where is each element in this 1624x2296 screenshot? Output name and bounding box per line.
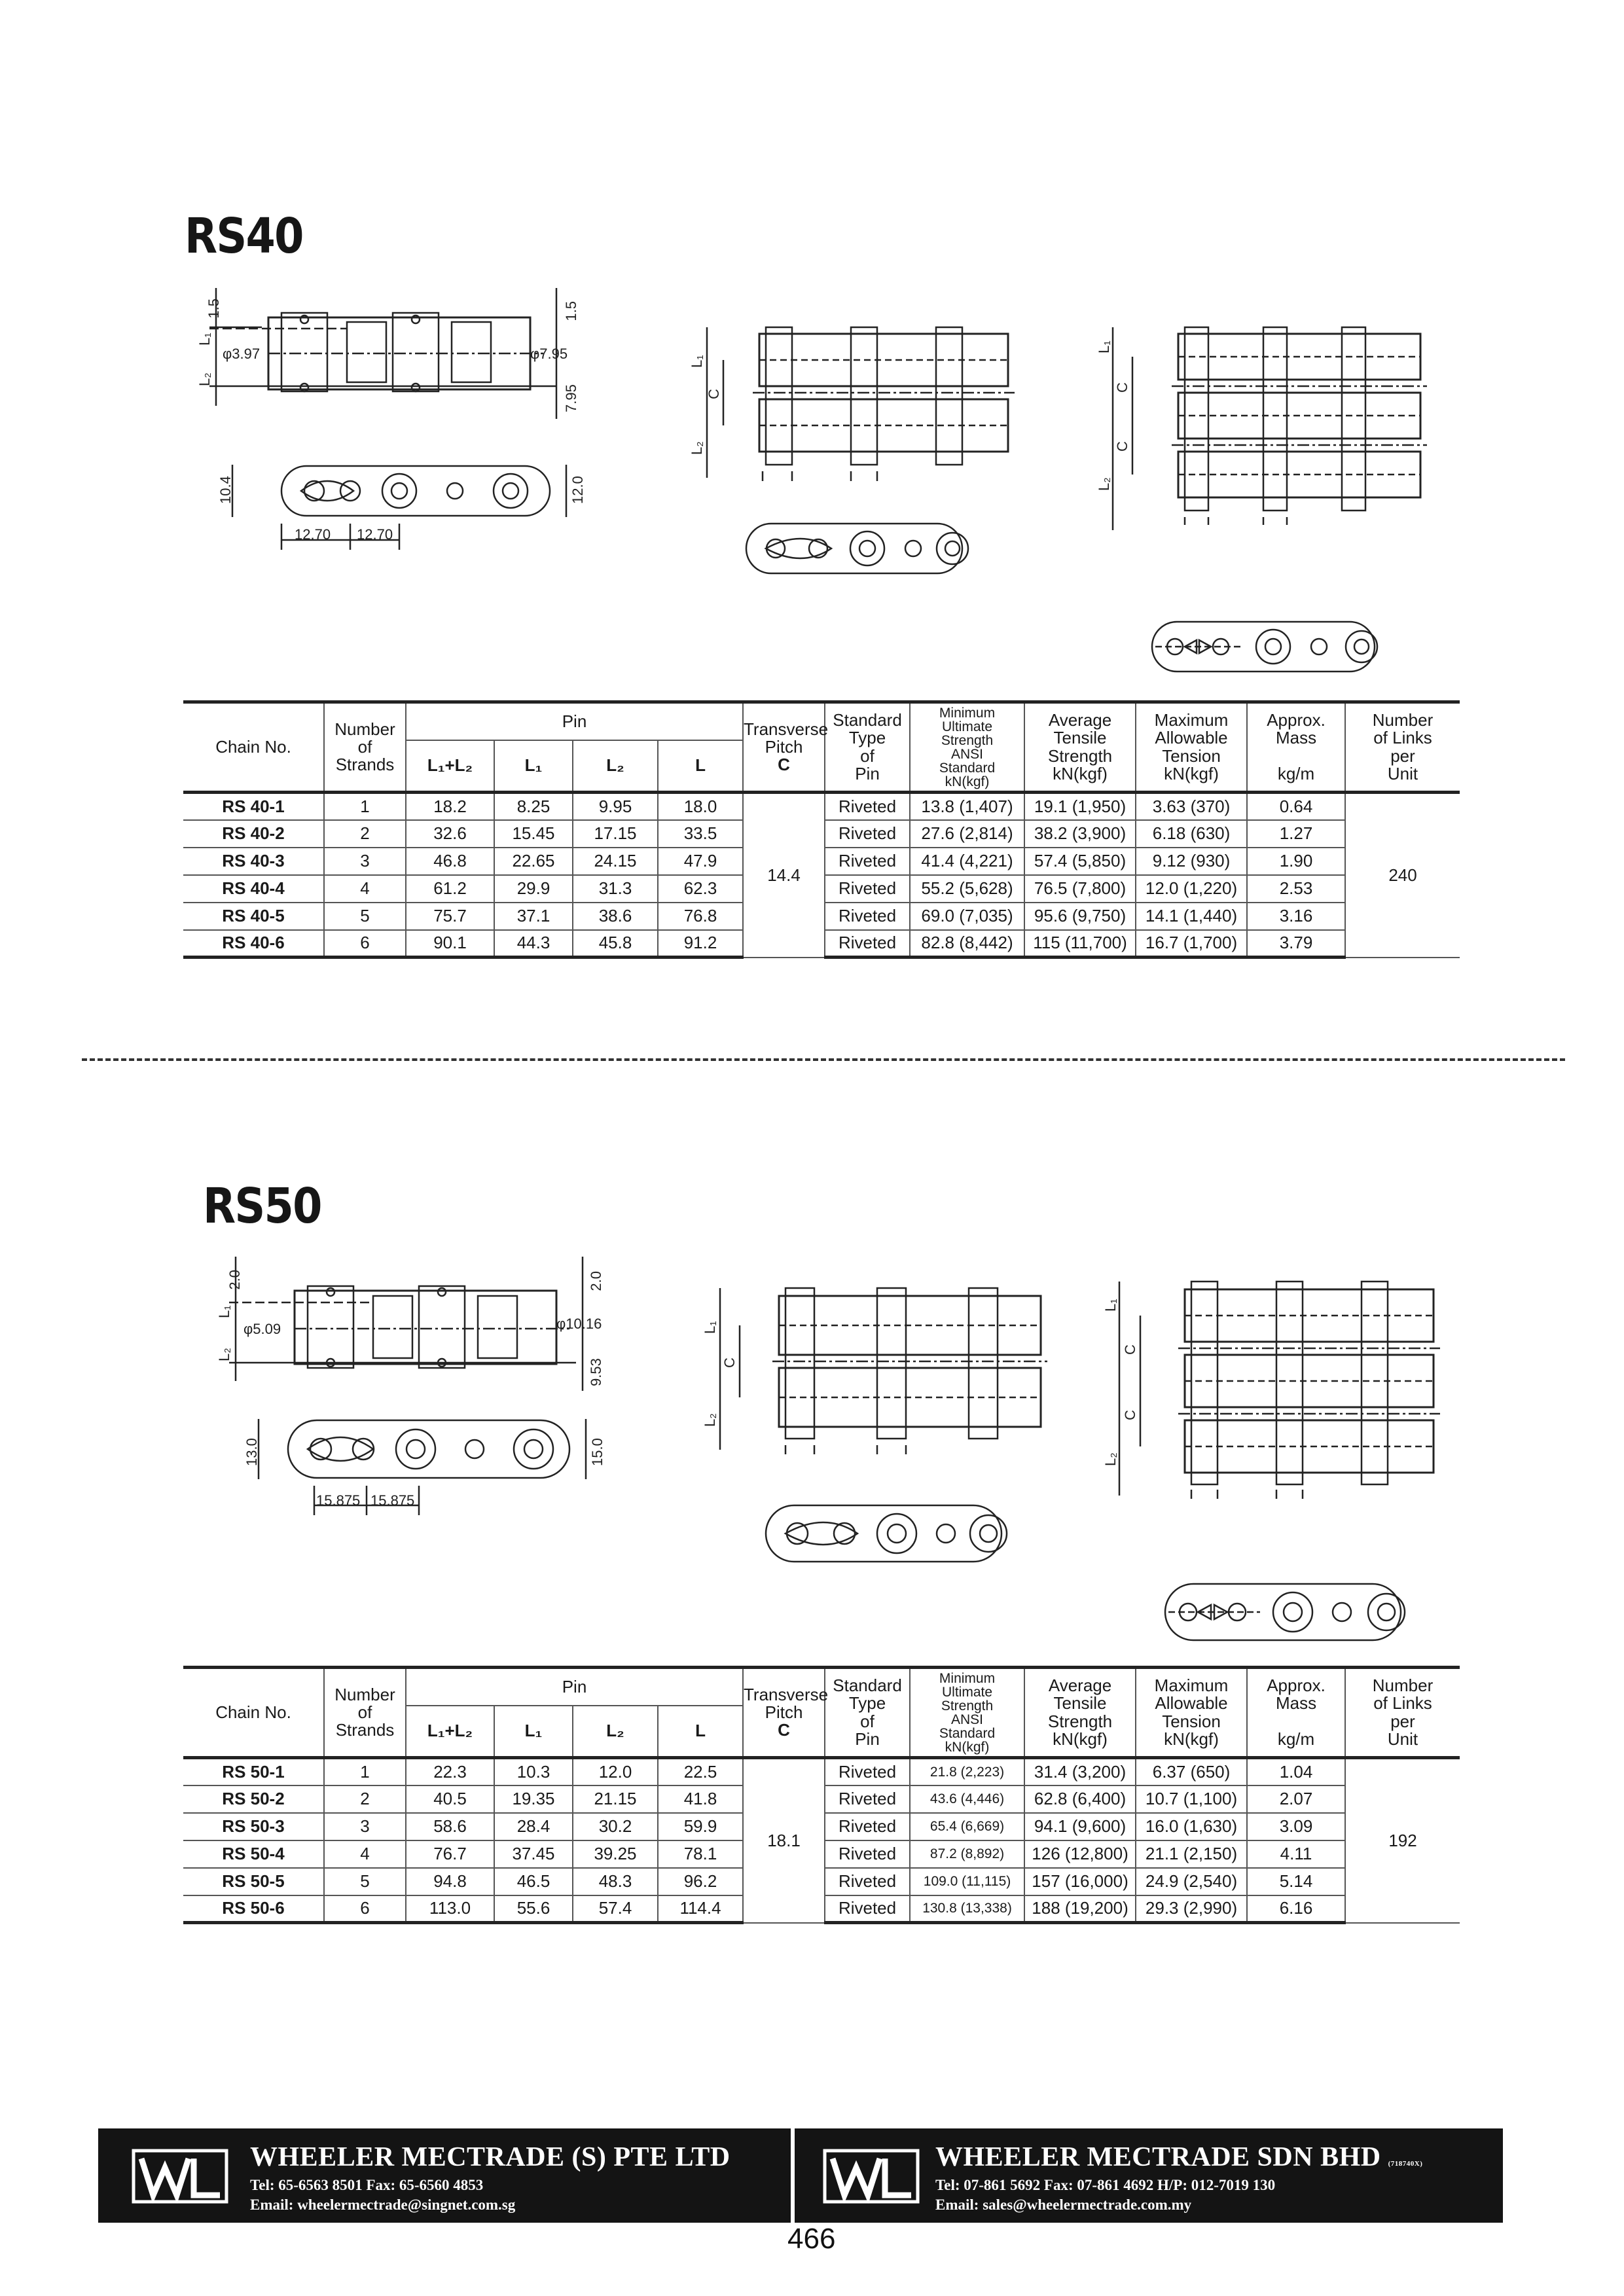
rs50-hdr-max-tension: Maximum Allowable Tension kN(kgf) (1136, 1668, 1247, 1758)
rs50-double-dim-c: C (721, 1357, 738, 1368)
rs40-dim-right-plate: 1.5 (563, 301, 579, 321)
table-row: RS 40-2 2 32.6 15.45 17.15 33.5 Riveted 27.6 (2,814) 38.2 (3,900) 6.18 (630) 1.27 (183, 820, 1460, 848)
rs40-dim-right-height: 7.95 (563, 384, 579, 412)
wheeler-logo-icon (822, 2145, 920, 2206)
wheeler-logo-icon (131, 2145, 229, 2206)
rs50-hdr-transverse: Transverse Pitch C (743, 1668, 825, 1758)
table-row: RS 40-1 1 18.2 8.25 9.95 18.0 14.4 Riveted 13.8 (1,407) 19.1 (1,950) 3.63 (370) 0.64 240 (183, 793, 1460, 820)
table-row: RS 40-3 3 46.8 22.65 24.15 47.9 Riveted 41.4 (4,221) 57.4 (5,850) 9.12 (930) 1.90 (183, 848, 1460, 875)
rs40-hdr-transverse: Transverse Pitch C (743, 702, 825, 793)
table-row: RS 40-6 6 90.1 44.3 45.8 91.2 Riveted 82.8 (8,442) 115 (11,700) 16.7 (1,700) 3.79 (183, 930, 1460, 958)
rs40-hdr-chain-no: Chain No. (183, 702, 324, 793)
footer-right-email: Email: sales@wheelermectrade.com.my (935, 2197, 1192, 2213)
rs40-dim-pin-dia: φ3.97 (223, 346, 261, 362)
rs50-hdr-chain-no: Chain No. (183, 1668, 324, 1758)
rs50-dim-top-plate: 2.0 (226, 1270, 243, 1290)
rs40-single-strand-diagram (190, 281, 615, 550)
section-divider (82, 1058, 1565, 1061)
footer-left (98, 2128, 791, 2223)
rs40-triple-dim-c1: C (1114, 382, 1130, 393)
rs40-hdr-avg-strength: Average Tensile Strength kN(kgf) (1024, 702, 1136, 793)
rs40-dim-plate-inner: 10.4 (217, 476, 234, 504)
table-row: RS 50-1 1 22.3 10.3 12.0 22.5 18.1 Riveted 21.8 (2,223) 31.4 (3,200) 6.37 (650) 1.04 192 (183, 1758, 1460, 1785)
rs40-transverse-pitch: 14.4 (743, 793, 825, 958)
rs50-dim-roller-dia: φ10.16 (556, 1316, 602, 1332)
rs40-hdr-min-strength: Minimum Ultimate Strength ANSI Standard kN(kgf) (910, 702, 1024, 793)
rs40-links-per-unit: 240 (1345, 793, 1460, 958)
footer-right-reg: (718740X) (1388, 2160, 1423, 2168)
table-row: RS 40-5 5 75.7 37.1 38.6 76.8 Riveted 69.0 (7,035) 95.6 (9,750) 14.1 (1,440) 3.16 (183, 903, 1460, 930)
page-number: 466 (787, 2223, 836, 2255)
rs50-hdr-avg-strength: Average Tensile Strength kN(kgf) (1024, 1668, 1136, 1758)
rs50-dim-pitch-a: 15.875 (316, 1492, 361, 1509)
rs50-dim-right-plate: 2.0 (588, 1271, 604, 1291)
rs40-dim-l1: L₁ (196, 332, 213, 346)
section-title-rs50: RS50 (203, 1178, 321, 1234)
rs40-dim-top-plate: 1.5 (206, 298, 222, 319)
rs50-hdr-pin: Pin (406, 1668, 743, 1706)
rs50-double-dim-l2: L₂ (702, 1413, 718, 1427)
section-title-rs40: RS40 (185, 208, 303, 264)
table-row: RS 50-2 2 40.5 19.35 21.15 41.8 Riveted 43.6 (4,446) 62.8 (6,400) 10.7 (1,100) 2.07 (183, 1785, 1460, 1813)
rs40-triple-dim-c2: C (1114, 441, 1130, 452)
rs50-dim-l2: L₂ (216, 1348, 232, 1361)
footer-right-company: WHEELER MECTRADE SDN BHD (718740X) (935, 2142, 1423, 2172)
rs50-hdr-min-strength: Minimum Ultimate Strength ANSI Standard kN(kgf) (910, 1668, 1024, 1758)
rs50-hdr-strands: Number of Strands (324, 1668, 406, 1758)
rs40-spec-table (183, 700, 1460, 959)
table-row: RS 50-4 4 76.7 37.45 39.25 78.1 Riveted 87.2 (8,892) 126 (12,800) 21.1 (2,150) 4.11 (183, 1840, 1460, 1868)
footer-left-phone: Tel: 65-6563 8501 Fax: 65-6560 4853 (250, 2177, 484, 2193)
footer-right-phone: Tel: 07-861 5692 Fax: 07-861 4692 H/P: 012-7019 130 (935, 2177, 1276, 2193)
rs40-double-dim-l1: L₁ (689, 355, 705, 368)
rs50-triple-strand-diagram (1093, 1270, 1460, 1649)
rs40-double-strand-diagram (681, 314, 1034, 589)
rs40-hdr-l: L (658, 740, 743, 793)
footer-left-company: WHEELER MECTRADE (S) PTE LTD (250, 2142, 731, 2172)
footer-right (795, 2128, 1503, 2223)
rs50-hdr-type: Standard Type of Pin (825, 1668, 910, 1758)
rs40-hdr-strands: Number of Strands (324, 702, 406, 793)
footer-left-email: Email: wheelermectrade@singnet.com.sg (250, 2197, 516, 2213)
rs40-dim-roller-dia: φ7.95 (530, 346, 568, 362)
rs50-double-dim-l1: L₁ (702, 1321, 718, 1334)
rs40-hdr-pin: Pin (406, 702, 743, 740)
rs40-dim-l2: L₂ (196, 372, 213, 386)
rs40-triple-strand-diagram (1087, 314, 1453, 681)
table-row: RS 40-4 4 61.2 29.9 31.3 62.3 Riveted 55.2 (5,628) 76.5 (7,800) 12.0 (1,220) 2.53 (183, 875, 1460, 903)
rs50-dim-right-height: 9.53 (588, 1358, 604, 1386)
rs40-hdr-mass: Approx. Mass kg/m (1247, 702, 1345, 793)
company-footer (98, 2128, 1503, 2223)
rs50-double-strand-diagram (694, 1276, 1067, 1584)
rs50-dim-plate-outer: 15.0 (589, 1438, 605, 1466)
rs50-dim-l1: L₁ (216, 1305, 232, 1318)
rs40-hdr-max-tension: Maximum Allowable Tension kN(kgf) (1136, 702, 1247, 793)
rs40-dim-pitch-a: 12.70 (295, 526, 331, 543)
rs40-double-dim-c: C (706, 389, 722, 399)
rs40-triple-dim-l2: L₂ (1096, 477, 1112, 491)
rs50-triple-dim-c1: C (1122, 1344, 1138, 1355)
rs40-dim-pitch-b: 12.70 (357, 526, 393, 543)
rs40-hdr-type: Standard Type of Pin (825, 702, 910, 793)
table-row: RS 50-3 3 58.6 28.4 30.2 59.9 Riveted 65.4 (6,669) 94.1 (9,600) 16.0 (1,630) 3.09 (183, 1813, 1460, 1840)
rs50-hdr-mass: Approx. Mass kg/m (1247, 1668, 1345, 1758)
rs50-transverse-pitch: 18.1 (743, 1758, 825, 1923)
rs40-hdr-links: Number of Links per Unit (1345, 702, 1460, 793)
rs50-triple-dim-l1: L₁ (1102, 1299, 1119, 1312)
rs50-hdr-l1: L₁ (494, 1706, 573, 1758)
table-row: RS 50-6 6 113.0 55.6 57.4 114.4 Riveted 130.8 (13,338) 188 (19,200) 29.3 (2,990) 6.16 (183, 1895, 1460, 1923)
rs40-triple-dim-l1: L₁ (1096, 340, 1112, 353)
rs40-hdr-l1l2: L₁+L₂ (406, 740, 494, 793)
rs50-hdr-l: L (658, 1706, 743, 1758)
rs50-dim-pin-dia: φ5.09 (244, 1321, 281, 1337)
rs40-double-dim-l2: L₂ (689, 441, 705, 455)
rs50-triple-dim-c2: C (1122, 1410, 1138, 1420)
rs40-hdr-l1: L₁ (494, 740, 573, 793)
rs50-links-per-unit: 192 (1345, 1758, 1460, 1923)
rs40-dim-plate-outer: 12.0 (569, 476, 586, 504)
rs40-hdr-l2: L₂ (573, 740, 658, 793)
rs50-triple-dim-l2: L₂ (1102, 1452, 1119, 1466)
table-row: RS 50-5 5 94.8 46.5 48.3 96.2 Riveted 109.0 (11,115) 157 (16,000) 24.9 (2,540) 5.14 (183, 1868, 1460, 1895)
rs50-dim-plate-inner: 13.0 (244, 1438, 260, 1466)
rs50-single-strand-diagram (209, 1250, 641, 1532)
rs50-dim-pitch-b: 15.875 (370, 1492, 415, 1509)
rs50-hdr-l2: L₂ (573, 1706, 658, 1758)
rs50-hdr-l1l2: L₁+L₂ (406, 1706, 494, 1758)
rs50-spec-table (183, 1666, 1460, 1924)
rs50-hdr-links: Number of Links per Unit (1345, 1668, 1460, 1758)
